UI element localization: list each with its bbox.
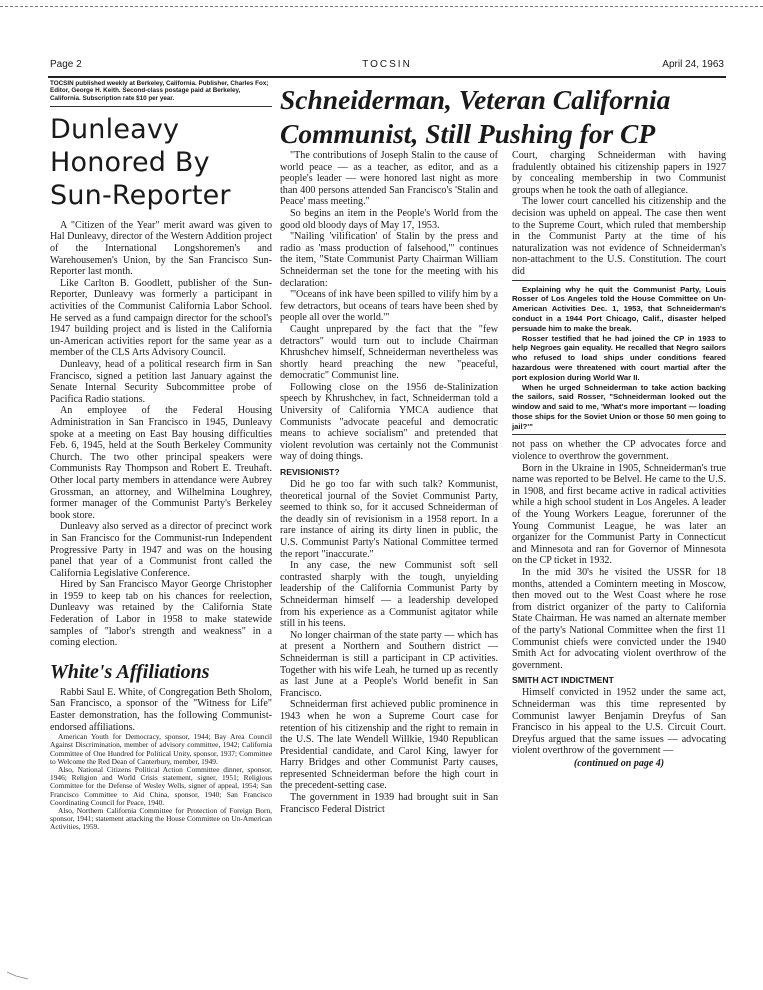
dunleavy-headline: Dunleavy Honored By Sun-Reporter <box>50 113 231 211</box>
article-paragraph: Following close on the 1956 de-Stalinization speech by Khrushchev, in fact, Schneiderman told a University of California YMCA audience that Communists "advocate peaceful and democratic means to achieve socialism" and pretended that violent revolution was certainly not the Communist way of doing things. <box>280 381 498 463</box>
subhead-smith-act: SMITH ACT INDICTMENT <box>512 675 614 686</box>
dunleavy-paragraph: A "Citizen of the Year" merit award was given to Hal Dunleavy, director of the Western Addition project of the International Longshoremen's and Warehousemen's Union, by the San Francisco Sun-Reporter last month. <box>50 219 272 278</box>
page-number: Page 2 <box>50 59 82 70</box>
top-border <box>0 6 763 7</box>
article-paragraph: not pass on whether the CP advocates force and violence to overthrow the government. <box>512 439 726 463</box>
subhead-revisionist: REVISIONIST? <box>280 467 340 478</box>
article-paragraph: Born in the Ukraine in 1905, Schneiderman's true name was reported to be Belvel. He came to the U.S. in 1908, and first became active in radical activities while a high school student in Los Angeles. A leader of the Young Workers League, forerunner of the Young Communist League, he was later an organizer for the Communist Party in Connecticut and Minnesota and ran for Governor of Minnesota on the CP ticket in 1932. <box>512 462 726 567</box>
article-paragraph: Court, charging Schneiderman with having fradulently obtained his citizenship papers in 1927 by concealing membership in two Communist groups when he took the oath of allegiance. <box>512 150 726 196</box>
article-paragraph: Himself convicted in 1952 under the same act, Schneiderman was this time represented by Communist lawyer Benjamin Dreyfus of San Francisco in his appeal to the U.S. Circuit Court. Dreyfus argued that the same issues — advocating violent overthrow of the government — <box>512 687 726 757</box>
sidebar-paragraph: Rosser testified that he had joined the CP in 1933 to help Negroes gain equality. He recalled that Negro sailors who refused to load ships under conditions feared hazardous were threatened with court martial after the port explosion during World War II. <box>512 333 726 382</box>
column-3 <box>512 150 726 769</box>
header-rule <box>48 76 726 78</box>
article-paragraph: In any case, the new Communist soft sell contrasted sharply with the tough, unyielding leadership of the California Communist Party by Schneiderman himself — a leadership developed from his experience as a Communist agitator while still in his teens. <box>280 560 498 630</box>
article-paragraph: The lower court cancelled his citizenship and the decision was upheld on appeal. The case then went to the Supreme Court, which ruled that membership in the Communist Party at the time of his naturalization was not evidence of Schneiderman's non-attachment to the U.S. Constitution. The court did <box>512 196 726 277</box>
article-paragraph: The government in 1939 had brought suit in San Francisco Federal District <box>280 792 498 815</box>
page-header <box>50 59 724 73</box>
article-paragraph: "Nailing 'vilification' of Stalin by the press and radio as 'mass production of falsehood,'" continues the item, "State Communist Party Chairman William Schneiderman set the tone for the meeting with his declaration: <box>280 231 498 289</box>
column-1 <box>50 80 272 832</box>
article-paragraph: "The contributions of Joseph Stalin to the cause of world peace — as a teacher, as editor, and as a people's leader — were honored last night as more than 400 persons attended San Francisco's 'Stalin and Peace' mass meeting." <box>280 150 498 208</box>
article-paragraph: Schneiderman first achieved public prominence in 1943 when he won a Supreme Court case for retention of his citizenship and the right to remain in the U.S. The late Wendell Willkie, 1940 Republican Presidential candidate, and Carol King, lawyer for Harry Bridges and other Communist Party causes, represented Schneiderman before the high court in the precedent-setting case. <box>280 699 498 792</box>
article-paragraph: So begins an item in the People's World from the good old bloody days of May 17, 1953. <box>280 207 498 231</box>
dunleavy-paragraph: Like Carlton B. Goodlett, publisher of the Sun-Reporter, Dunleavy was formerly a participant in activities of the Communist California Labor School. He served as a fund campaign director for the school's 1947 building project and is listed in the California un-American activities report for the same year as a member of the CLS Arts Advisory Council. <box>50 277 272 359</box>
divider <box>50 106 272 107</box>
publication-info: TOCSIN published weekly at Berkeley, California. Publisher, Charles Fox; Editor, George H. Keith. Second-class postage paid at Berkeley, California. Subscription rate $10 per year. <box>50 80 269 102</box>
masthead: TOCSIN <box>362 59 412 70</box>
white-headline: White's Affiliations <box>50 660 210 683</box>
white-affiliation: Also, National Citizens Political Action Committee dinner, sponsor, 1946; Religion and World Crisis statement, signer, 1951; Religious Committee for the Defense of Wesley Wells, signer of appeal, 1954; San Francisco Committee to Aid China, sponsor, 1940; San Francisco Coordinating Council for Peace, 1940. <box>50 765 272 807</box>
dunleavy-paragraph: An employee of the Federal Housing Administration in San Francisco in 1945, Dunleavy spoke at a meeting on East Bay housing difficulties Feb. 6, 1945, held at the South Berkeley Community Church. The two other principal speakers were Communists Ray Thompson and Robert E. Treuhaft. Other local party members in attendance were Aubrey Grossman, an attorney, and Wilhelmina Loughrey, former manager of the Communist Party's Berkeley book store. <box>50 405 272 521</box>
rosser-sidebar-box <box>512 280 726 436</box>
white-affiliation: American Youth for Democracy, sponsor, 1944; Bay Area Council Against Discrimination, member of advisory committee, 1942; California Committee of One Hundred for Political Unity, sponsor, 1937; Committee to Welcome the Red Dean of Canterbury, member, 1949. <box>50 732 272 766</box>
continued-link[interactable]: (continued on page 4) <box>573 757 665 769</box>
white-affiliation: Also, Northern California Committee for Protection of Foreign Born, sponsor, 1941; statement attacking the House Committee on Un-American Activities, 1959. <box>50 806 272 832</box>
dunleavy-paragraph: Dunleavy also served as a director of precinct work in San Francisco for the Communist-run Independent Progressive Party in 1947 and was on the housing panel that year of a Communist front called the California Legislative Conference. <box>50 521 272 579</box>
dunleavy-paragraph: Hired by San Francisco Mayor George Christopher in 1959 to keep tab on his chances for reelection, Dunleavy was retained by the California State Federation of Labor in 1958 to make statewide samples of "labor's strength and weakness" in a coming election. <box>50 579 272 649</box>
article-paragraph: In the mid 30's he visited the USSR for 18 months, attended a Comintern meeting in Moscow, then moved out to the West Coast where he rose from district organizer of the party to California State Chairman. He was named an alternate member of the party's National Committee when the first 11 Communist chiefs were convicted under the 1940 Smith Act for advocating violent overthrow of the government. <box>512 567 726 671</box>
dunleavy-paragraph: Dunleavy, head of a political research firm in San Francisco, signed a petition last January against the Senate Internal Security Subcommittee probe of Pacifica Radio stations. <box>50 359 272 405</box>
white-intro: Rabbi Saul E. White, of Congregation Beth Sholom, San Francisco, a sponsor of the "Witness for Life" Easter demonstration, has the following Communist-endorsed affiliations. <box>50 686 272 733</box>
article-paragraph: "'Oceans of ink have been spilled to vilify him by a few detractors, but oceans of tears have been shed by people all over the world.'" <box>280 289 498 324</box>
scan-mark-icon <box>6 970 32 982</box>
schneiderman-headline: Schneiderman, Veteran California Communist, Still Pushing for CP <box>280 84 671 149</box>
sidebar-paragraph: When he urged Schneiderman to take action backing the sailors, said Rosser, "Schneiderman looked out the window and said to me, 'What's more important — loading those ships for the Soviet Union or those 50 men going to jail?'" <box>512 382 726 431</box>
issue-date: April 24, 1963 <box>662 59 724 70</box>
column-2 <box>280 150 498 815</box>
article-paragraph: Caught unprepared by the fact that the "few detractors" would turn out to include Chairman Khrushchev himself, Schneiderman nevertheless was shortly heard preaching the new "peaceful, democratic" Communist line. <box>280 323 498 382</box>
sidebar-paragraph: Explaining why he quit the Communist Party, Louis Rosser of Los Angeles told the House Committee on Un-American Activities Dec. 1, 1953, that Schneiderman's conduct in a 1944 Port Chicago, Calif., disaster helped persuade him to make the break. <box>512 284 726 333</box>
article-paragraph: No longer chairman of the state party — which has at present a Northern and Southern district — Schneiderman is still a participant in CP activities. Together with his wife Leah, he turned up as recently as last June at a People's World benefit in San Francisco. <box>280 629 498 699</box>
article-paragraph: Did he go too far with such talk? Kommunist, theoretical journal of the Soviet Communist Party, seemed to think so, for it accused Schneiderman of the deadly sin of revisionism in a 1958 report. In a rare instance of airing its dirty linen in public, the U.S. Communist Party's National Committee termed the report "inaccurate." <box>280 479 498 560</box>
